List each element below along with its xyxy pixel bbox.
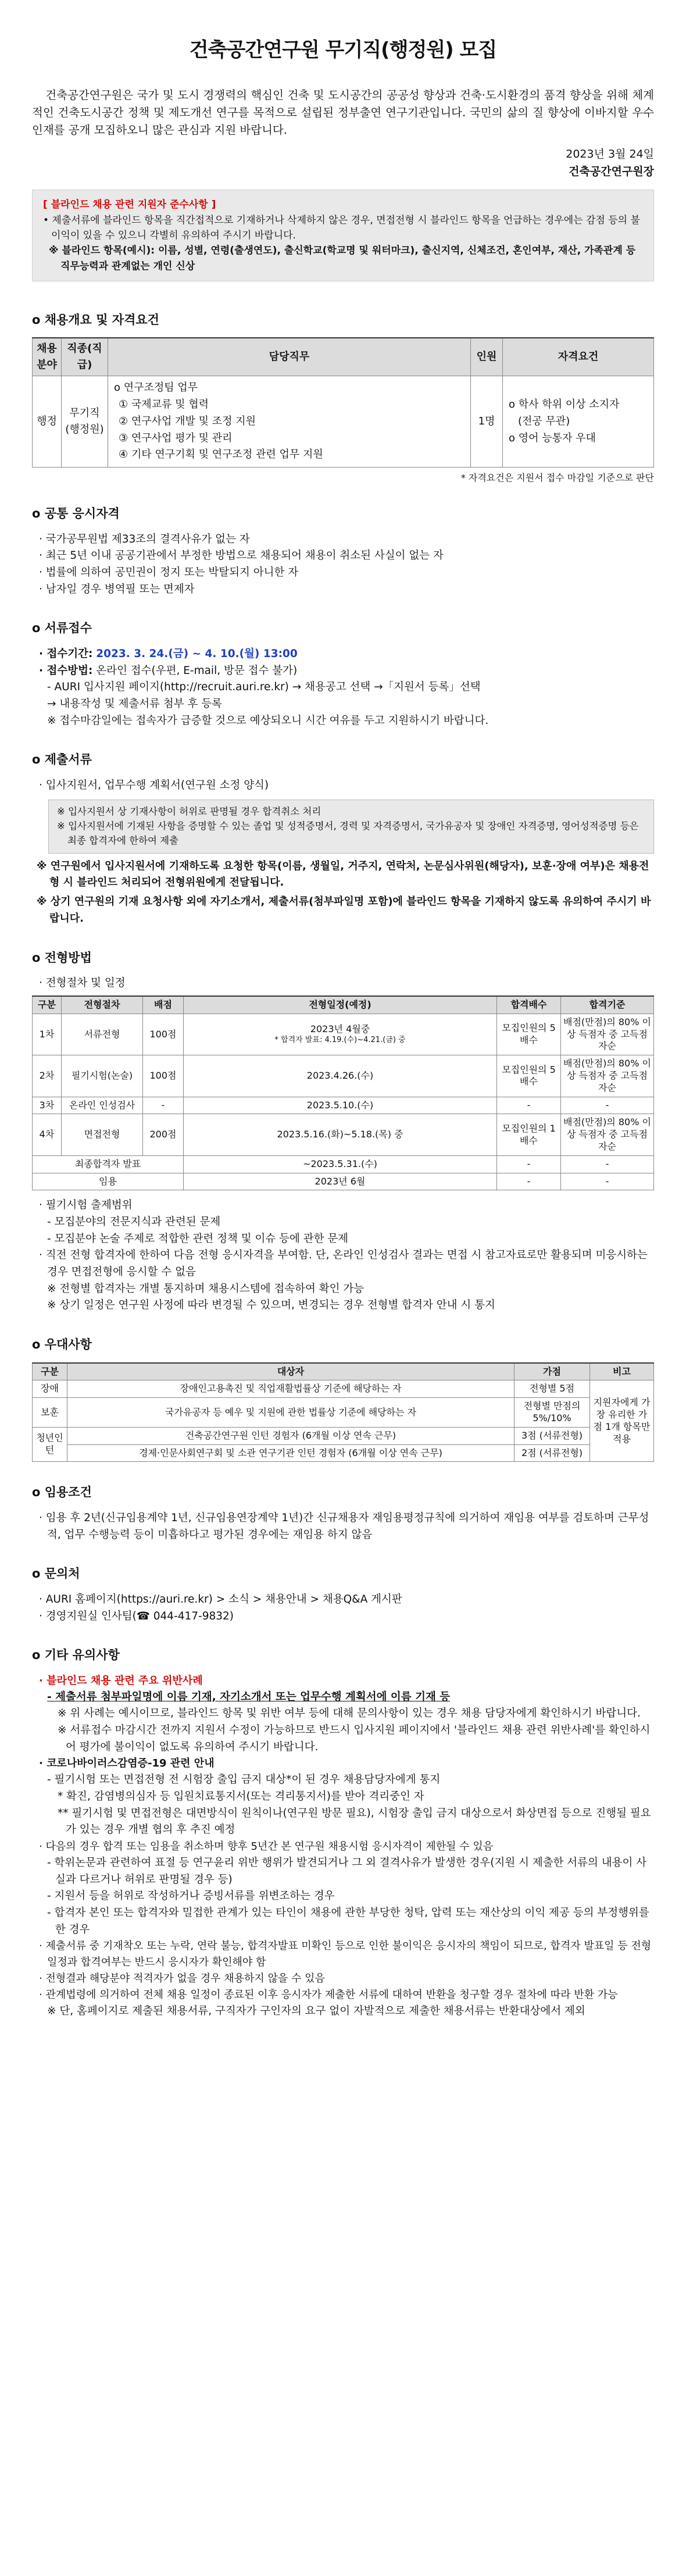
list-item: · 법률에 의하여 공민권이 정지 또는 박탈되지 아니한 자: [39, 566, 299, 579]
table-row: [33, 1444, 654, 1462]
table-cell: 모집인원의 5배수: [497, 1055, 561, 1097]
table-cell: 2점 (서류전형): [514, 1444, 590, 1462]
contact-link[interactable]: · AURI 홈페이지(https://auri.re.kr) > 소식 > 채용안내 > 채용Q&A 게시판: [39, 1593, 402, 1605]
list-item: ※ 단, 홈페이지로 제출된 채용서류, 구직자가 구인자의 요구 없이 자발적으로 제출한 채용서류는 반환대상에서 제외: [47, 2004, 585, 2017]
announce-date: 2023년 3월 24일: [566, 148, 654, 161]
table-cell: 행정: [33, 376, 62, 468]
table-row: [33, 1427, 654, 1444]
table-cell: -: [497, 1173, 561, 1190]
intro-text: 건축공간연구원은 국가 및 도시 경쟁력의 핵심인 건축 및 도시공간의 공공성 향상과 건축·도시환경의 품격 향상을 위해 체계적인 건축도시공간 정책 및 제도개선 연구를 목적으로 설립된 정부출연 연구기관입니다. 국민의 삶의 질 향상에 이바지할 우수인재를 공개 모집하오니 많은 관심과 지원 바랍니다.: [32, 88, 654, 137]
section-heading: o 서류접수: [32, 621, 92, 636]
list-item: - 모집분야의 전문지식과 관련된 문제: [47, 1216, 221, 1229]
list-item: · 제출서류 중 기재착오 또는 누락, 연락 불능, 합격자발표 미확인 등으로 인한 불이익은 응시자의 책임이 되므로, 합격자 발표일 등 전형일정과 합격여부는 반드시 응시자가 확인해야 함: [39, 1940, 652, 1969]
selection-sub: [32, 975, 654, 992]
table-cell: 배점(만점)의 80% 이상 득점자 중 고득점자순: [561, 1055, 654, 1097]
col-header: 배점: [143, 996, 184, 1014]
table-cell: 최종합격자 발표: [33, 1155, 184, 1173]
preference-table: [32, 1362, 654, 1462]
section-heading: o 임용조건: [32, 1485, 92, 1500]
table-row: [33, 1097, 654, 1114]
list-item: ※ 서류접수 마감시간 전까지 지원서 수정이 가능하므로 반드시 입사지원 페이지에서 '블라인드 채용 관련 위반사례'를 확인하시어 평가에 불이익이 없도록 유의하여 주시기 바랍니다.: [58, 1724, 651, 1753]
list-item: ※ 상기 일정은 연구원 사정에 따라 변경될 수 있으며, 변경되는 경우 전형별 합격자 안내 시 통지: [47, 1299, 495, 1312]
selection-table: [32, 996, 654, 1190]
col-header: 전형일정(예정): [184, 996, 497, 1014]
table-cell: 임용: [33, 1173, 184, 1190]
table-cell: ~2023.5.31.(수): [184, 1155, 497, 1173]
table-cell: 1차: [33, 1014, 62, 1055]
table-cell: -: [497, 1097, 561, 1114]
table-row: [33, 1114, 654, 1155]
list-item: - 필기시험 또는 면접전형 전 시험장 출입 금지 대상*이 된 경우 채용담당자에게 통지: [47, 1774, 441, 1786]
table-cell: 모집인원의 5배수: [497, 1014, 561, 1055]
table-cell: 장애: [33, 1380, 67, 1398]
col-header: 합격배수: [497, 996, 561, 1014]
col-header: 비고: [590, 1363, 654, 1380]
blind-warning: ※ 연구원에서 입사지원서에 기재하도록 요청한 항목(이름, 생월일, 거주지, 연락처, 논문심사위원(해당자), 보훈·장애 여부)은 채용전형 시 블라인드 처리되어 전형위원에게 전달됩니다.: [37, 859, 649, 889]
table-cell: -: [561, 1173, 654, 1190]
table-cell: 전형별 5점: [514, 1380, 590, 1398]
duty-item: ② 연구사업 개발 및 조정 지원: [119, 415, 256, 427]
table-row: [33, 1398, 654, 1428]
contact-list: [32, 1592, 654, 1625]
application-period: 2023. 3. 24.(금) ~ 4. 10.(월) 13:00: [96, 647, 298, 660]
table-cell: 면접전형: [62, 1114, 143, 1155]
reqs-cell: [503, 376, 654, 468]
list-item: - 제출서류 첨부파일명에 이름 기재, 자기소개서 또는 업무수행 계획서에 이름 기재 등: [47, 1690, 451, 1703]
col-header: 자격요건: [503, 338, 654, 376]
table-cell: 3차: [33, 1097, 62, 1114]
list-item: · 임용 후 2년(신규임용계약 1년, 신규임용연장계약 1년)간 신규채용자 재임용평정규칙에 의거하여 재임용 여부를 검토하며 근무성적, 업무 수행능력 등이 미흡하다고 평가된 경우에는 재임용 하지 않음: [39, 1512, 649, 1541]
req-item: o 영어 능통자 우대: [509, 431, 596, 444]
table-cell: 2차: [33, 1055, 62, 1097]
table-row: [33, 1380, 654, 1398]
list-item: - 모집분야 논술 주제로 적합한 관련 정책 및 이슈 등에 관한 문제: [47, 1232, 349, 1245]
list-item: · 전형절차 및 일정: [39, 977, 126, 990]
list-item: * 확진, 감염병의심자 등 입원치료통지서(또는 격리통지서)를 받아 격리중인 자: [58, 1790, 424, 1803]
page-title: 건축공간연구원 무기직(행정원) 모집: [189, 38, 497, 62]
table-cell: 모집인원의 1배수: [497, 1114, 561, 1155]
duty-item: ③ 연구사업 평가 및 관리: [119, 431, 233, 444]
table-cell: 2023.4.26.(수): [184, 1055, 497, 1097]
blind-notice-title: [ 블라인드 채용 관련 지원자 준수사항 ]: [43, 199, 216, 211]
table-cell: 배점(만점)의 80% 이상 득점자 중 고득점자순: [561, 1114, 654, 1155]
col-header: 대상자: [67, 1363, 514, 1380]
list-item: · 다음의 경우 합격 또는 임용을 취소하며 향후 5년간 본 연구원 채용시험 응시자격이 제한될 수 있음: [39, 1840, 494, 1853]
table-cell: -: [561, 1155, 654, 1173]
list-item: · 입사지원서, 업무수행 계획서(연구원 소정 양식): [39, 779, 269, 791]
list-item: ** 필기시험 및 면접전형은 대면방식이 원칙이나(연구원 방문 필요), 시험장 출입 금지 대상으로서 화상면접 등으로 진행될 필요가 있는 경우 개별 협의 후 추진 예정: [58, 1807, 651, 1836]
list-item: · 필기시험 출제범위: [39, 1199, 133, 1212]
list-item: - AURI 입사지원 페이지(http://recruit.auri.re.kr) → 채용공고 선택 →「지원서 등록」선택: [47, 681, 481, 694]
section-heading: o 문의처: [32, 1567, 80, 1581]
documents-note-box: [48, 800, 654, 853]
section-heading: o 우대사항: [32, 1337, 92, 1352]
list-item: · 관계법령에 의거하여 전체 채용 일정이 종료된 이후 응시자가 제출한 서류에 대하여 반환을 청구할 경우 절차에 따라 반환 가능: [39, 1988, 618, 2001]
contact-phone: · 경영지원실 인사팀(☎ 044-417-9832): [39, 1610, 234, 1622]
list-item: ※ 접수마감일에는 접속자가 급증할 것으로 예상되오니 시간 여유를 두고 지원하시기 바랍니다.: [47, 714, 489, 727]
schedule-date: 2023년 4월중: [310, 1023, 370, 1035]
list-item: → 내용작성 및 제출서류 첨부 후 등록: [47, 697, 222, 710]
list-item: · 코로나바이러스감염증-19 관련 안내: [39, 1757, 215, 1770]
table-cell: 필기시험(논술): [62, 1055, 143, 1097]
table-row: [33, 1014, 654, 1055]
duty-item: ① 국제교류 및 협력: [119, 398, 209, 411]
duty-item: ④ 기타 연구기획 및 연구조정 관련 업무 지원: [119, 448, 323, 461]
table-cell: 100점: [143, 1055, 184, 1097]
list-item: · 직전 전형 합격자에 한하여 다음 전형 응시자격을 부여함. 단, 온라인 인성검사 결과는 면접 시 참고자료로만 활용되며 미응시하는 경우 면접전형에 응시할 수 없음: [39, 1249, 648, 1279]
table-cell: 장애인고용촉진 및 직업재활법률상 기준에 해당하는 자: [67, 1380, 514, 1398]
col-header: 담당직무: [108, 338, 471, 376]
list-item: - 학위논문과 관련하여 표절 등 연구윤리 위반 행위가 발견되거나 그 외 결격사유가 발생한 경우(지원 시 제출한 서류의 내용이 사실과 다르거나 허위로 판명될 경우 등): [47, 1856, 647, 1886]
table-cell: 경제·인문사회연구회 및 소관 연구기관 인턴 경험자 (6개월 이상 연속 근무): [67, 1444, 514, 1462]
table-cell: 서류전형: [62, 1014, 143, 1055]
table-row: [33, 1055, 654, 1097]
list-item: · 최근 5년 이내 공공기관에서 부정한 방법으로 채용되어 채용이 취소된 사실이 없는 자: [39, 550, 444, 562]
col-header: 가점: [514, 1363, 590, 1380]
section-heading: o 제출서류: [32, 752, 92, 767]
table-cell: 2023년 6월: [184, 1173, 497, 1190]
table-cell: 전형별 만점의 5%/10%: [514, 1398, 590, 1428]
table-cell: 보훈: [33, 1398, 67, 1428]
section-heading: o 공통 응시자격: [32, 506, 120, 521]
blind-notice-box: [32, 190, 654, 281]
table-row: [33, 1155, 654, 1173]
col-header: 구분: [33, 996, 62, 1014]
list-item: · 남자일 경우 병역필 또는 면제자: [39, 583, 195, 595]
blind-items: ※ 블라인드 항목(예시): 이름, 성별, 연령(출생연도), 출신학교(학교명 및 워터마크), 출신지역, 신체조건, 혼인여부, 재산, 가족관계 등 직무능력과 관계없는 개인 신상: [49, 245, 636, 272]
qualification-note: * 자격요건은 지원서 접수 마감일 기준으로 판단: [460, 472, 654, 484]
table-cell: 무기직(행정원): [62, 376, 108, 468]
selection-notes: [32, 1197, 654, 1314]
table-cell: 온라인 인성검사: [62, 1097, 143, 1114]
list-item: · 국가공무원법 제33조의 결격사유가 없는 자: [39, 533, 250, 545]
table-cell: 200점: [143, 1114, 184, 1155]
table-row: [33, 1173, 654, 1190]
list-item: · 전형결과 해당분야 적격자가 없을 경우 채용하지 않을 수 있음: [39, 1972, 325, 1985]
req-item: (전공 무관): [518, 415, 570, 427]
col-header: 합격기준: [561, 996, 654, 1014]
table-cell: -: [497, 1155, 561, 1173]
section-heading: o 채용개요 및 자격요건: [32, 312, 159, 327]
col-header: 인원: [471, 338, 503, 376]
table-cell: 4차: [33, 1114, 62, 1155]
signature: 건축공간연구원장: [569, 165, 654, 178]
table-cell: 1명: [471, 376, 503, 468]
note-item: ※ 입사지원서 상 기재사항이 허위로 판명될 경우 합격취소 처리: [57, 806, 321, 818]
application-list: [32, 646, 654, 729]
list-item: ※ 위 사례는 예시이므로, 블라인드 항목 및 위반 여부 등에 대해 문의사항이 있는 경우 채용 담당자에게 확인하시기 바랍니다.: [58, 1707, 641, 1720]
period-label: · 접수기간:: [39, 647, 93, 660]
duties-cell: [108, 376, 471, 468]
schedule-cell: [184, 1014, 497, 1055]
section-heading: o 전형방법: [32, 950, 92, 965]
other-notes-list: [32, 1673, 654, 2020]
blind-warning: ※ 상기 연구원의 기재 요청사항 외에 자기소개서, 제출서류(첨부파일명 포함)에 블라인드 항목을 기재하지 않도록 유의하여 주시기 바랍니다.: [37, 895, 651, 925]
note-item: ※ 입사지원서에 기재된 사항을 증명할 수 있는 졸업 및 성적증명서, 경력 및 자격증명서, 국가유공자 및 장애인 자격증명, 영어성적증명 등은 최종 합격자에 한하여 제출: [57, 820, 639, 846]
table-cell: 2023.5.16.(화)~5.18.(목) 중: [184, 1114, 497, 1155]
list-item: - 지원서 등을 허위로 작성하거나 증빙서류를 위변조하는 경우: [47, 1890, 335, 1903]
col-header: 채용분야: [33, 338, 62, 376]
col-header: 직종(직급): [62, 338, 108, 376]
table-cell: 100점: [143, 1014, 184, 1055]
table-cell: 건축공간연구원 인턴 경험자 (6개월 이상 연속 근무): [67, 1427, 514, 1444]
col-header: 구분: [33, 1363, 67, 1380]
table-cell: 2023.5.10.(수): [184, 1097, 497, 1114]
common-qualification-list: [32, 531, 654, 598]
appointment-list: [32, 1510, 654, 1543]
section-heading: o 기타 유의사항: [32, 1648, 120, 1662]
col-header: 전형절차: [62, 996, 143, 1014]
duty-item: o 연구조정팀 업무: [114, 381, 198, 394]
blind-notice-bullet: • 제출서류에 블라인드 항목을 직간접적으로 기재하거나 삭제하지 않은 경우, 면접전형 시 블라인드 항목을 언급하는 경우에는 감점 등의 불이익이 있을 수 있으니 각별히 유의하여 주시기 바랍니다.: [43, 214, 640, 241]
recruit-table: [32, 337, 654, 468]
method-label: · 접수방법:: [39, 664, 93, 677]
table-cell: 국가유공자 등 예우 및 지원에 관한 법률상 기준에 해당하는 자: [67, 1398, 514, 1428]
list-item: ※ 전형별 합격자는 개별 통지하며 채용시스템에 접속하여 확인 가능: [47, 1282, 365, 1295]
req-item: o 학사 학위 이상 소지자: [509, 398, 620, 411]
remark-cell: 지원자에게 가장 유리한 가점 1개 항목만 적용: [590, 1380, 654, 1462]
documents-list: [32, 777, 654, 927]
list-item: - 합격자 본인 또는 합격자와 밀접한 관계가 있는 타인이 채용에 관한 부당한 청탁, 압력 또는 재산상의 이익 제공 등의 부정행위를 한 경우: [47, 1906, 649, 1936]
table-cell: 청년인턴: [33, 1427, 67, 1462]
table-cell: 배점(만점)의 80% 이상 득점자 중 고득점자순: [561, 1014, 654, 1055]
application-method: 온라인 접수(우편, E-mail, 방문 접수 불가): [96, 664, 298, 677]
table-cell: -: [561, 1097, 654, 1114]
table-cell: 3점 (서류전형): [514, 1427, 590, 1444]
table-cell: -: [143, 1097, 184, 1114]
schedule-note: * 합격자 발표: 4.19.(수)~4.21.(금) 중: [274, 1036, 406, 1044]
list-item: · 블라인드 채용 관련 주요 위반사례: [39, 1674, 203, 1687]
